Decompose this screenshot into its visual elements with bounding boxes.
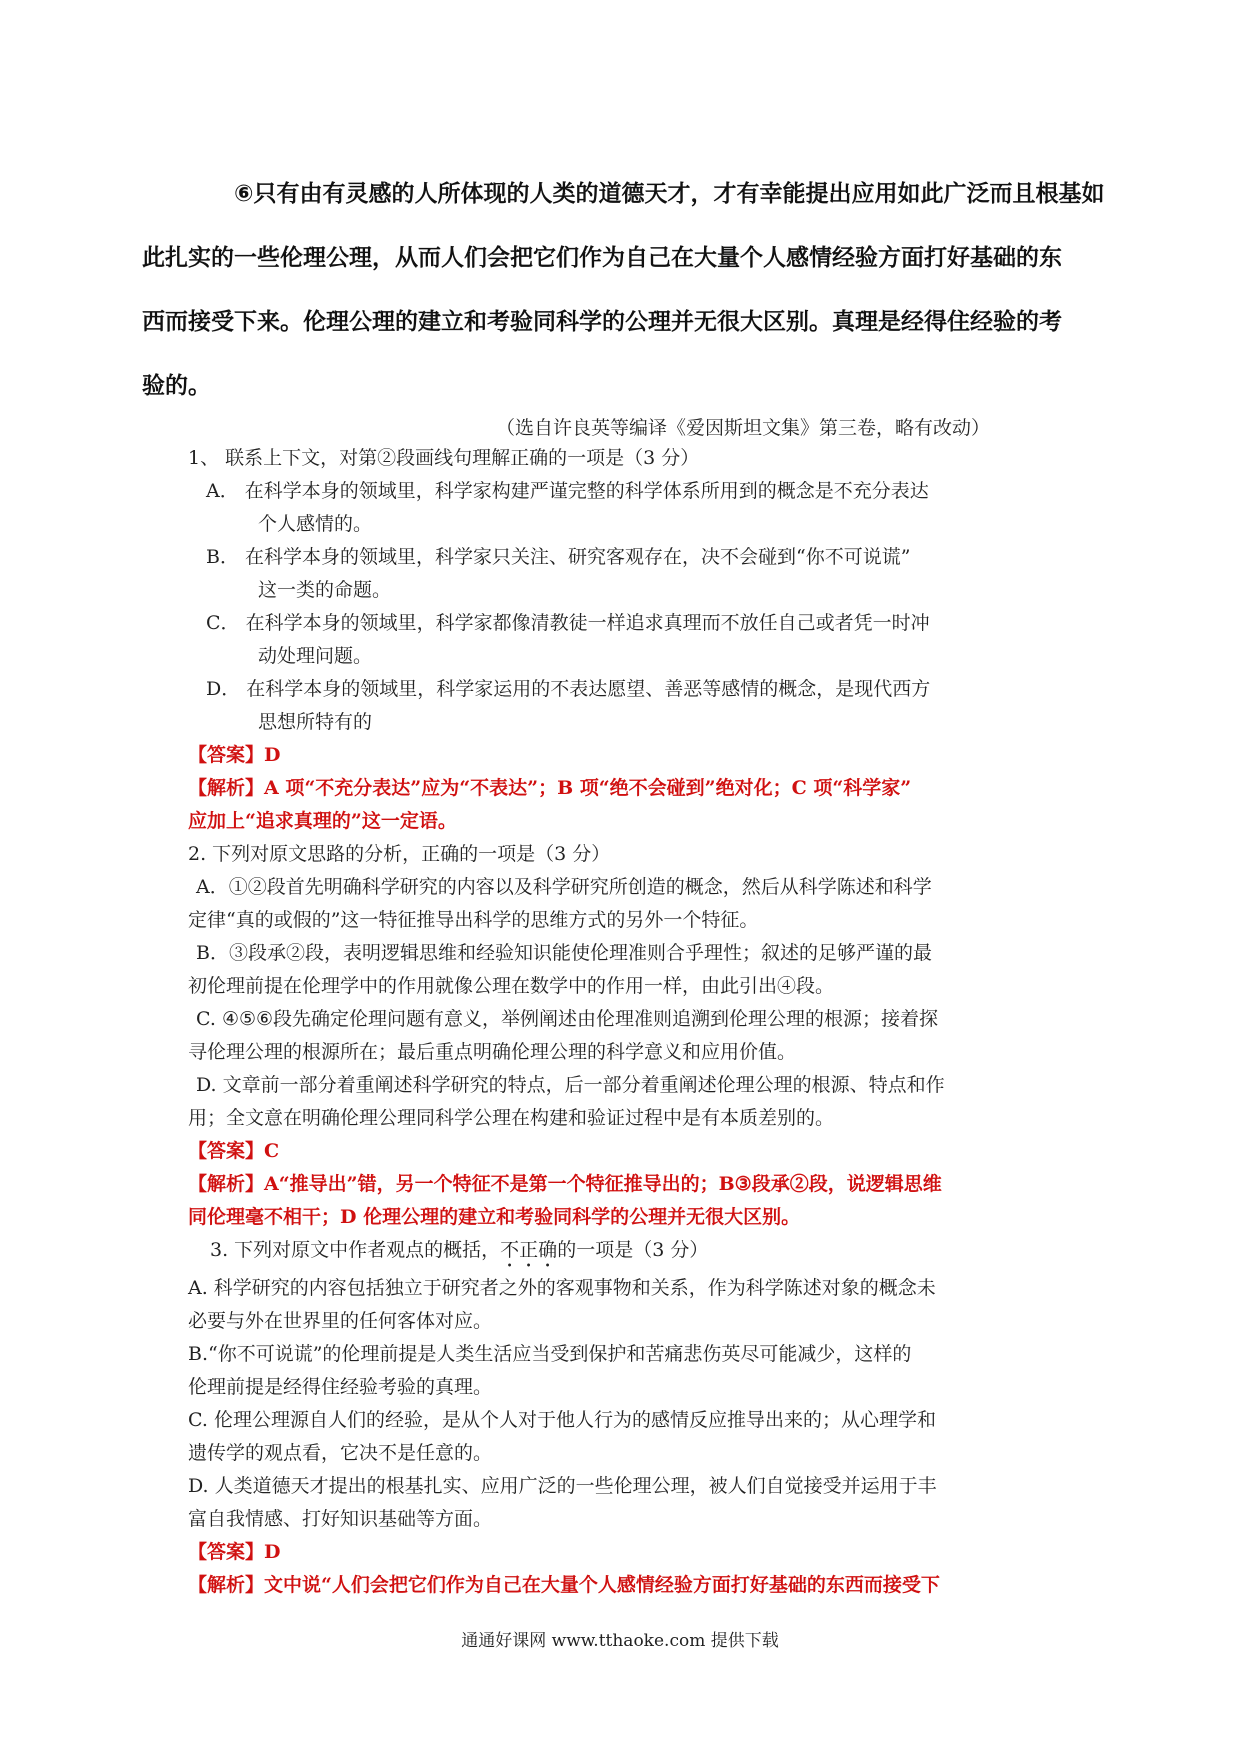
q3-option-b-cont: 伦理前提是经得住经验考验的真理。 — [188, 1376, 493, 1398]
q3-option-c: C. 伦理公理源自人们的经验，是从个人对于他人行为的感情反应推导出来的；从心理学和 — [188, 1409, 936, 1431]
q3-stem-before: 3. 下列对原文中作者观点的概括， — [210, 1239, 501, 1261]
q3-answer: 【答案】D — [188, 1541, 281, 1563]
question-2-stem: 2. 下列对原文思路的分析，正确的一项是（3 分） — [188, 843, 611, 865]
q3-stem-emphasis: 不正确 — [500, 1239, 558, 1261]
q1-option-a: A． 在科学本身的领域里，科学家构建严谨完整的科学体系所用到的概念是不充分表达 — [206, 480, 929, 502]
q2-option-c-cont: 寻伦理公理的根源所在；最后重点明确伦理公理的科学意义和应用价值。 — [188, 1041, 797, 1063]
q1-answer: 【答案】D — [188, 744, 281, 766]
q2-answer: 【答案】C — [188, 1140, 280, 1162]
q3-stem-after: 的一项是（3 分） — [557, 1239, 709, 1261]
q3-option-c-cont: 遗传学的观点看，它决不是任意的。 — [188, 1442, 493, 1464]
q1-option-c-cont: 动处理问题。 — [258, 645, 373, 667]
q1-analysis-cont: 应加上“追求真理的”这一定语。 — [188, 810, 457, 832]
paragraph-line: 此扎实的一些伦理公理，从而人们会把它们作为自己在大量个人感情经验方面打好基础的东 — [142, 245, 1062, 271]
q1-option-b: B． 在科学本身的领域里，科学家只关注、研究客观存在，决不会碰到“你不可说谎” — [206, 546, 911, 568]
paragraph-line: 西而接受下来。伦理公理的建立和考验同科学的公理并无很大区别。真理是经得住经验的考 — [142, 309, 1062, 335]
q3-option-a-cont: 必要与外在世界里的任何客体对应。 — [188, 1310, 493, 1332]
q3-analysis: 【解析】文中说“人们会把它们作为自己在大量个人感情经验方面打好基础的东西而接受下 — [188, 1574, 940, 1596]
paragraph-line: 验的。 — [142, 373, 211, 399]
q1-analysis: 【解析】A 项“不充分表达”应为“不表达”；B 项“绝不会碰到”绝对化；C 项“科学家” — [188, 777, 912, 799]
q2-option-b: B．③段承②段，表明逻辑思维和经验知识能使伦理准则合乎理性；叙述的足够严谨的最 — [196, 942, 932, 964]
q3-option-d: D. 人类道德天才提出的根基扎实、应用广泛的一些伦理公理，被人们自觉接受并运用于丰 — [188, 1475, 937, 1497]
q1-option-a-cont: 个人感情的。 — [258, 513, 373, 535]
question-1-stem: 1、 联系上下文，对第②段画线句理解正确的一项是（3 分） — [188, 447, 700, 469]
paragraph-6 — [142, 162, 1105, 418]
question-3-stem — [188, 1234, 1058, 1272]
q1-option-b-cont: 这一类的命题。 — [258, 579, 392, 601]
question-section — [188, 442, 1058, 1602]
q2-option-a-cont: 定律“真的或假的”这一特征推导出科学的思维方式的另外一个特征。 — [188, 909, 759, 931]
q1-option-c: C． 在科学本身的领域里，科学家都像清教徒一样追求真理而不放任自己或者凭一时冲 — [206, 612, 930, 634]
q2-option-b-cont: 初伦理前提在伦理学中的作用就像公理在数学中的作用一样，由此引出④段。 — [188, 975, 835, 997]
q3-option-d-cont: 富自我情感、打好知识基础等方面。 — [188, 1508, 493, 1530]
q2-analysis: 【解析】A“推导出”错，另一个特征不是第一个特征推导出的；B③段承②段，说逻辑思维 — [188, 1173, 942, 1195]
q2-option-a: A．①②段首先明确科学研究的内容以及科学研究所创造的概念，然后从科学陈述和科学 — [196, 876, 932, 898]
footer-download-note: 通通好课网 www.tthaoke.com 提供下载 — [461, 1631, 779, 1651]
q3-option-b: B.“你不可说谎”的伦理前提是人类生活应当受到保护和苦痛悲伤英尽可能减少，这样的 — [188, 1343, 912, 1365]
q3-option-a: A. 科学研究的内容包括独立于研究者之外的客观事物和关系，作为科学陈述对象的概念未 — [188, 1277, 936, 1299]
q2-option-d: D. 文章前一部分着重阐述科学研究的特点，后一部分着重阐述伦理公理的根源、特点和作 — [196, 1074, 945, 1096]
q2-option-d-cont: 用；全文意在明确伦理公理同科学公理在构建和验证过程中是有本质差别的。 — [188, 1107, 835, 1129]
q1-option-d: D． 在科学本身的领域里，科学家运用的不表达愿望、善恶等感情的概念，是现代西方 — [206, 678, 931, 700]
q2-option-c: C. ④⑤⑥段先确定伦理问题有意义，举例阐述由伦理准则追溯到伦理公理的根源；接着探 — [196, 1008, 939, 1030]
q1-option-d-cont: 思想所特有的 — [258, 711, 373, 733]
paragraph-line: ⑥只有由有灵感的人所体现的人类的道德天才，才有幸能提出应用如此广泛而且根基如 — [234, 181, 1105, 207]
source-citation: （选自许良英等编译《爱因斯坦文集》第三卷，略有改动） — [496, 417, 991, 439]
q2-analysis-cont: 同伦理毫不相干；D 伦理公理的建立和考验同科学的公理并无很大区别。 — [188, 1206, 801, 1228]
